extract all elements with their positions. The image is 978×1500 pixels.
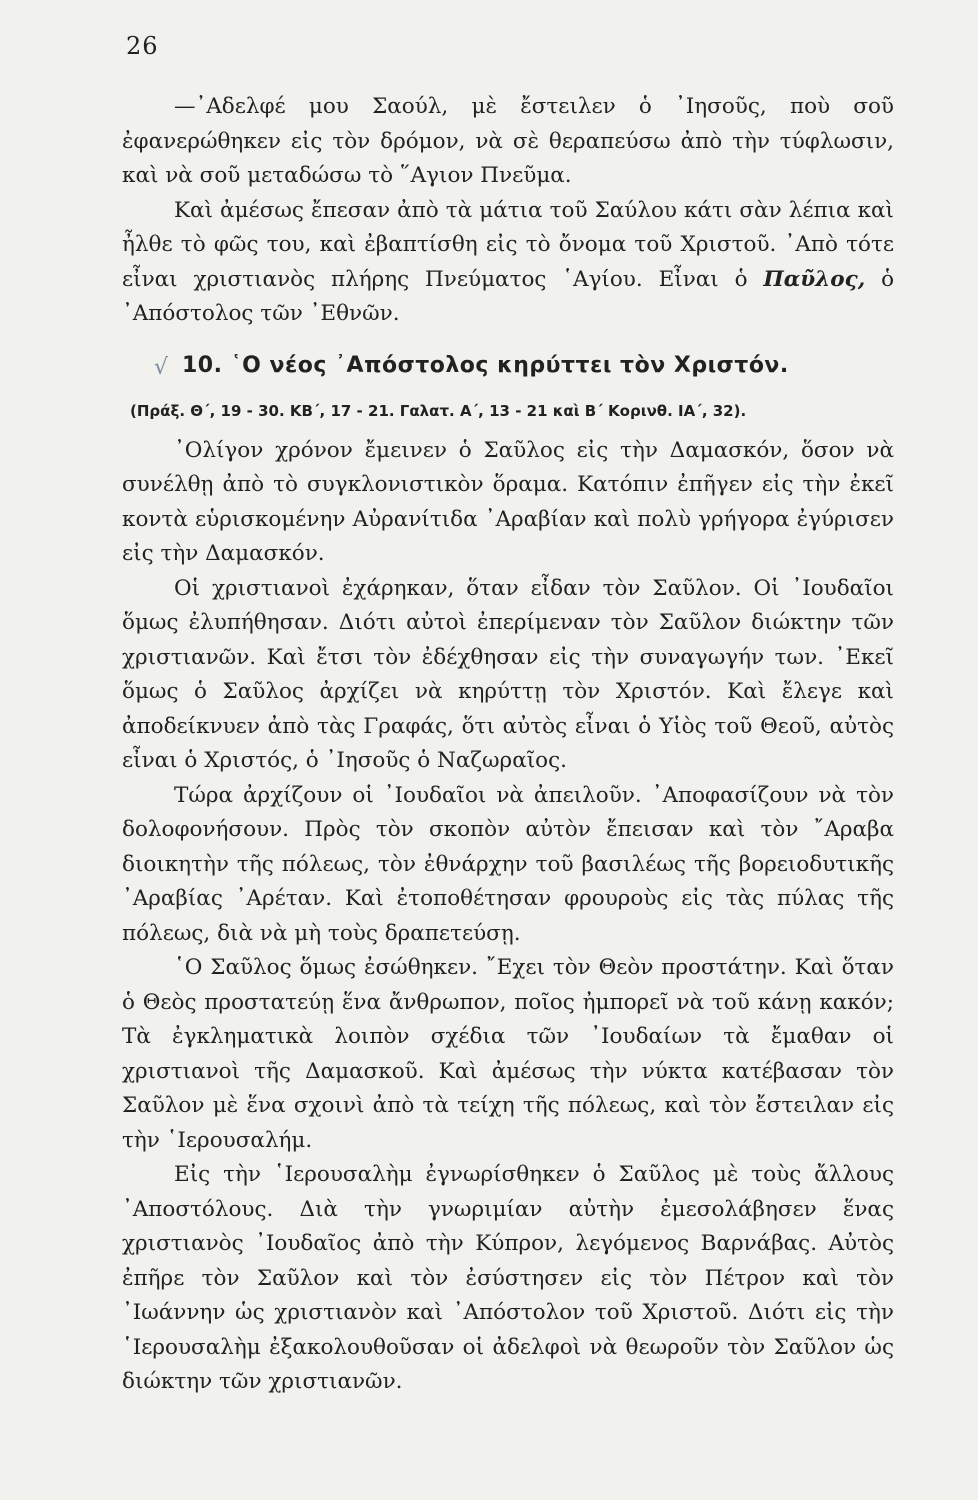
paragraph-text: Καὶ ἀμέσως ἔπεσαν ἀπὸ τὰ μάτια τοῦ Σαύλου κάτι σὰν λέπια καὶ ἦλθε τὸ φῶς του, καὶ ἐβαπτίσθη εἰς τὸ ὄνομα τοῦ Χριστοῦ. ᾿Απὸ τότε εἶναι χριστιανὸς πλήρης Πνεύματος ῾Αγίου. Εἶναι ὁ bbox=[122, 197, 894, 292]
paragraph: Εἰς τὴν ῾Ιερουσαλὴμ ἐγνωρίσθηκεν ὁ Σαῦλος μὲ τοὺς ἄλλους ᾿Αποστόλους. Διὰ τὴν γνωριμίαν αὐτὴν ἐμεσολάβησεν ἕνας χριστιανὸς ᾿Ιουδαῖος ἀπὸ τὴν Κύπρον, λεγόμενος Βαρνάβας. Αὐτὸς ἐπῆρε τὸν Σαῦλον καὶ τὸν ἐσύστησεν εἰς τὸν Πέτρον καὶ τὸν ᾿Ιωάννην ὡς χριστιανὸν καὶ ᾿Απόστολον τοῦ Χριστοῦ. Διότι εἰς τὴν ῾Ιερουσαλὴμ ἐξακολουθοῦσαν οἱ ἀδελφοὶ νὰ θεωροῦν τὸν Σαῦλον ὡς διώκτην τῶν χριστιανῶν. bbox=[122, 1162, 894, 1394]
paragraph bbox=[122, 194, 894, 332]
paragraph-text: ὁ ᾿Απόστολος τῶν ᾿Εθνῶν. bbox=[122, 266, 895, 326]
check-mark-icon: √ bbox=[154, 354, 169, 380]
paragraph: ᾿Ολίγον χρόνον ἔμεινεν ὁ Σαῦλος εἰς τὴν Δαμασκόν, ὅσον νὰ συνέλθῃ ἀπὸ τὸ συγκλονιστικὸν ὅραμα. Κατόπιν ἐπῆγεν εἰς τὴν ἐκεῖ κοντὰ εὑρισκομένην Αὐρανίτιδα ᾿Αραβίαν καὶ πολὺ γρήγορα ἐγύρισεν εἰς τὴν Δαμασκόν. bbox=[122, 437, 894, 566]
chapter-title bbox=[154, 346, 894, 386]
emphasized-name: Παῦλος, bbox=[763, 266, 866, 292]
chapter-title-text: 10. ῾Ο νέος ᾿Απόστολος κηρύττει τὸν Χριστόν. bbox=[182, 352, 789, 378]
paragraph: Τώρα ἀρχίζουν οἱ ᾿Ιουδαῖοι νὰ ἀπειλοῦν. ᾿Αποφασίζουν νὰ τὸν δολοφονήσουν. Πρὸς τὸν σκοπὸν αὐτὸν ἔπεισαν καὶ τὸν ῎Αραβα διοικητὴν τῆς πόλεως, τὸν ἐθνάρχην τοῦ βασιλέως τῆς βορειοδυτικῆς ᾿Αραβίας ᾿Αρέταν. Καὶ ἐτοποθέτησαν φρουροὺς εἰς τὰς πύλας τῆς πόλεως, διὰ νὰ μὴ τοὺς δραπετεύσῃ. bbox=[122, 782, 894, 946]
chapter-heading-block bbox=[122, 346, 894, 426]
paragraph: —᾿Αδελφέ μου Σαούλ, μὲ ἔστειλεν ὁ ᾿Ιησοῦς, ποὺ σοῦ ἐφανερώθηκεν εἰς τὸν δρόμον, νὰ σὲ θεραπεύσω ἀπὸ τὴν τύφλωσιν, καὶ νὰ σοῦ μεταδώσω τὸ ῞Αγιον Πνεῦμα. bbox=[122, 94, 894, 188]
paragraph: ῾Ο Σαῦλος ὅμως ἐσώθηκεν. ῎Εχει τὸν Θεὸν προστάτην. Καὶ ὅταν ὁ Θεὸς προστατεύῃ ἕνα ἄνθρωπον, ποῖος ἠμπορεῖ νὰ τοῦ κάνῃ κακόν; Τὰ ἐγκληματικὰ λοιπὸν σχέδια τῶν ᾿Ιουδαίων τὰ ἔμαθαν οἱ χριστιανοὶ τῆς Δαμασκοῦ. Καὶ ἀμέσως τὴν νύκτα κατέβασαν τὸν Σαῦλον μὲ ἕνα σχοινὶ ἀπὸ τὰ τείχη τῆς πόλεως, καὶ τὸν ἔστειλαν εἰς τὴν ῾Ιερουσαλήμ. bbox=[122, 955, 894, 1153]
page-content bbox=[122, 90, 894, 1400]
page-number: 26 bbox=[126, 32, 159, 60]
paragraph: Οἱ χριστιανοὶ ἐχάρηκαν, ὅταν εἶδαν τὸν Σαῦλον. Οἱ ᾿Ιουδαῖοι ὅμως ἐλυπήθησαν. Διότι αὐτοὶ ἐπερίμεναν τὸν Σαῦλον διώκτην τῶν χριστιανῶν. Καὶ ἔτσι τὸν ἐδέχθησαν εἰς τὴν συναγωγήν των. ᾿Εκεῖ ὅμως ὁ Σαῦλος ἀρχίζει νὰ κηρύττῃ τὸν Χριστόν. Καὶ ἔλεγε καὶ ἀποδείκνυεν ἀπὸ τὰς Γραφάς, ὅτι αὐτὸς εἶναι ὁ Υἱὸς τοῦ Θεοῦ, αὐτὸς εἶναι ὁ Χριστός, ὁ ᾿Ιησοῦς ὁ Ναζωραῖος. bbox=[122, 575, 894, 773]
scripture-references: (Πράξ. Θ΄, 19 - 30. ΚΒ΄, 17 - 21. Γαλατ. Α΄, 13 - 21 καὶ Β΄ Κορινθ. ΙΑ΄, 32). bbox=[130, 401, 747, 420]
